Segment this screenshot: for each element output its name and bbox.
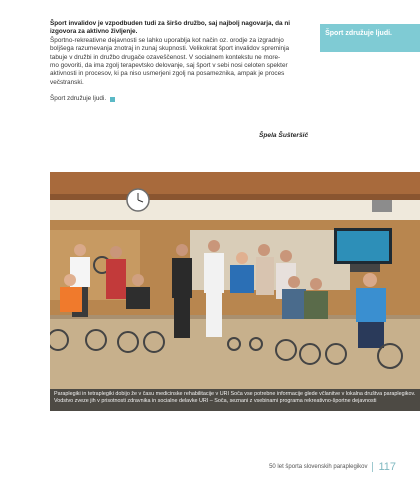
footer-divider (372, 462, 373, 472)
lead-text: Šport invalidov je vzpodbuden tudi za širšo družbo, saj najbolj nagovarja, da ni izgovora za aktivno življenje. (50, 20, 291, 36)
photo-illustration (50, 172, 420, 411)
closing-line (50, 95, 312, 103)
page-number: 117 (378, 461, 396, 473)
paragraph-line: Športno-rekreativne dejavnosti se lahko uporablja kot način oz. orodje za izgradnjo (50, 36, 284, 44)
article-text (50, 20, 312, 104)
square-bullet-icon (110, 97, 115, 102)
closing-text: Šport združuje ljudi. (50, 95, 107, 103)
paragraph-line: mo govoriti, da ima zgolj terapevtsko delovanje, saj šport v sebi nosi celoten spekter (50, 62, 288, 70)
paragraph-line: tabuje v družbi in družbo drugače ozaveščenost. V socialnem kontekstu ne more- (50, 53, 281, 61)
page-footer (269, 461, 396, 473)
paragraph-line: boljšega razumevanja znotraj in zunaj skupnosti. Velikokrat šport invalidov spreminja (50, 45, 290, 53)
group-photo (50, 172, 420, 411)
paragraph-line: večstranski. (50, 78, 84, 86)
body-paragraph (50, 37, 312, 87)
author-name: Špela Šušteršič (259, 132, 309, 139)
photo-caption: Paraplegiki in tetraplegiki dobijo že v času medicinske rehabilitacije v URI Soča vse potrebne informacije glede včlanitve v lokalna društva paraplegikov. Vodstvo zveze jih v prisotnosti zdravnika in socialne delavke URI – Soča, seznani z vsebinami programa rekreativno-športne dejavnosti (50, 389, 420, 411)
footer-title: 50 let športa slovenskih paraplegikov (269, 464, 368, 470)
pull-quote: Šport združuje ljudi. (320, 24, 420, 52)
paragraph-line: aktivnosti in procesov, ki pa niso usmerjeni zgolj na posameznika, ampak je proces (50, 70, 285, 78)
